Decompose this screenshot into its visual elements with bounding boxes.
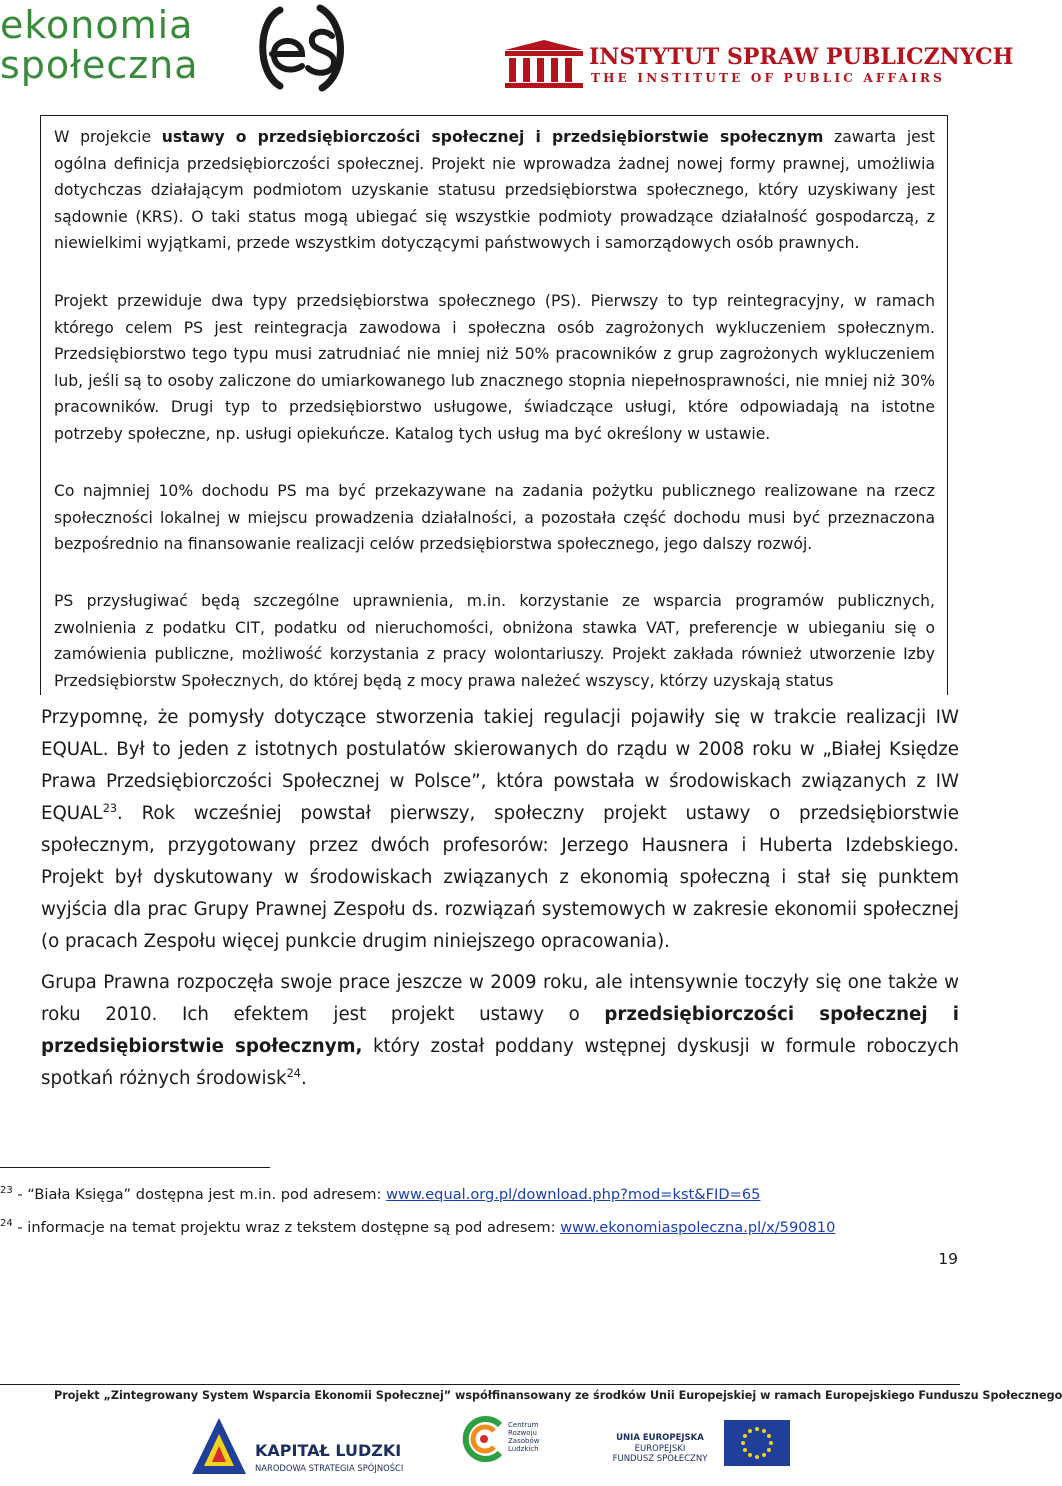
ue-logo-text: UNIA EUROPEJSKA EUROPEJSKI FUNDUSZ SPOŁECZNY: [612, 1433, 708, 1464]
footnote-23-link[interactable]: www.equal.org.pl/download.php?mod=kst&FID=65: [386, 1186, 761, 1203]
ekonomia-spoleczna-logo: [0, 4, 240, 88]
eu-flag-icon: [724, 1420, 790, 1466]
logo-word-ekonomia: ekonomia: [0, 3, 194, 47]
footnote-24-link[interactable]: www.ekonomiaspoleczna.pl/x/590810: [560, 1219, 836, 1236]
footer-separator: [0, 1384, 960, 1385]
page-number: 19: [938, 1250, 958, 1268]
isp-temple-icon: [505, 40, 583, 88]
box-paragraph-2: Projekt przewiduje dwa typy przedsiębiorstwa społecznego (PS). Pierwszy to typ reintegracyjny, w ramach którego celem PS jest reintegracja zawodowa i społeczna osób zagrożonych wykluczeniem społecznym. Przedsiębiorstwo tego typu musi zatrudniać nie mniej niż 50% pracowników z grup zagrożonych wykluczeniem lub, jeśli są to osoby zaliczone do umiarkowanego lub znacznego stopnia niepełnosprawności, nie mniej niż 30% pracowników. Drugi typ to przedsiębiorstwo usługowe, świadczące usługi, które odpowiadają na istotne potrzeby społeczne, np. usługi opiekuńcze. Katalog tych usług ma być określony w ustawie.: [54, 292, 935, 443]
crzl-logo-icon: [460, 1415, 506, 1463]
crzl-logo-text: Centrum Rozwoju Zasobów Ludzkich: [508, 1421, 540, 1453]
footnote-separator: [0, 1167, 270, 1168]
footnote-24: $^{24}$ - informacje na temat projektu wraz z tekstem dostępne są pod adresem: www.ekonomiaspoleczna.pl/x/590810: [0, 1218, 836, 1236]
box-paragraph-4: PS przysługiwać będą szczególne uprawnienia, m.in. korzystanie ze wsparcia programów publicznych, zwolnienia z podatku CIT, podatku od nieruchomości, obniżona stawka VAT, preferencje w ubieganiu się o zamówienia publiczne, możliwość korzystania z pracy wolontariuszy. Projekt zakłada również utworzenie Izby Przedsiębiorstw Społecznych, do której będą z mocy prawa należeć wszyscy, którzy uzyskają status: [54, 592, 935, 690]
project-info-text: Projekt „Zintegrowany System Wsparcia Ekonomii Społecznej” współfinansowany ze środków Unii Europejskiej w ramach Europejskiego Funduszu Społecznego: [54, 1389, 1062, 1402]
kapital-ludzki-logo-icon: [188, 1414, 250, 1480]
footnote-ref-23[interactable]: 23: [102, 801, 118, 815]
summary-box: [40, 115, 948, 695]
main-paragraph-2: Grupa Prawna rozpoczęła swoje prace jeszcze w 2009 roku, ale intensywnie toczyły się one także w roku 2010. Ich efektem jest projekt ustawy o przedsiębiorczości społecznej i przedsiębiorstwie społecznym, który został poddany wstępnej dyskusji w formule roboczych spotkań różnych środowisk$^{24}$.: [41, 972, 960, 1089]
isp-logo: [505, 40, 1014, 90]
kapital-ludzki-title: KAPITAŁ LUDZKI: [255, 1441, 402, 1460]
main-paragraph-1: Przypomnę, że pomysły dotyczące stworzenia takiej regulacji pojawiły się w trakcie realizacji IW EQUAL. Był to jeden z istotnych postulatów skierowanych do rządu w 2008 roku w „Białej Księdze Prawa Przedsiębiorczości Społecznej w Polsce”, która powstała w środowiskach związanych z IW EQUAL$^{23}$. Rok wcześniej powstał pierwszy, społeczny projekt ustawy o przedsiębiorstwie społecznym, przygotowany przez dwóch profesorów: Jerzego Hausnera i Huberta Izdebskiego. Projekt był dyskutowany w środowiskach związanych z ekonomią społeczną i stał się punktem wyjścia dla prac Grupy Prawnej Zespołu ds. rozwiązań systemowych w zakresie ekonomii społecznej (o pracach Zespołu więcej punkcie drugim niniejszego opracowania).: [41, 707, 959, 952]
isp-name: INSTYTUT SPRAW PUBLICZNYCH: [589, 44, 1014, 70]
es-logo: [250, 2, 360, 94]
logo-word-spoleczna: społeczna: [0, 43, 199, 87]
isp-subtitle: THE INSTITUTE OF PUBLIC AFFAIRS: [591, 71, 946, 85]
footnote-23: $^{23}$ - “Biała Księga” dostępna jest m.in. pod adresem: www.equal.org.pl/download.php?mod=kst&FID=65: [0, 1185, 761, 1203]
footnote-ref-24[interactable]: 24: [286, 1066, 301, 1080]
box-paragraph-1: W projekcie ustawy o przedsiębiorczości społecznej i przedsiębiorstwie społecznym zawarta jest ogólna definicja przedsiębiorczości społecznej. Projekt nie wprowadza żadnej nowej formy prawnej, umożliwia dotychczas działającym podmiotom uzyskanie statusu przedsiębiorstwa społecznego, który uzyskiwany jest sądownie (KRS). O taki status mogą ubiegać się wszystkie podmioty prowadzące działalność gospodarczą, z niewielkimi wyjątkami, przede wszystkim dotyczącymi państwowych i samorządowych osób prawnych.: [54, 128, 935, 252]
box-paragraph-3: Co najmniej 10% dochodu PS ma być przekazywane na zadania pożytku publicznego realizowane na rzecz społeczności lokalnej w miejscu prowadzenia działalności, a pozostała część dochodu musi być przeznaczona bezpośrednio na finansowanie realizacji celów przedsiębiorstwa społecznego, jego dalszy rozwój.: [54, 482, 935, 553]
kapital-ludzki-subtitle: NARODOWA STRATEGIA SPÓJNOŚCI: [255, 1463, 404, 1473]
